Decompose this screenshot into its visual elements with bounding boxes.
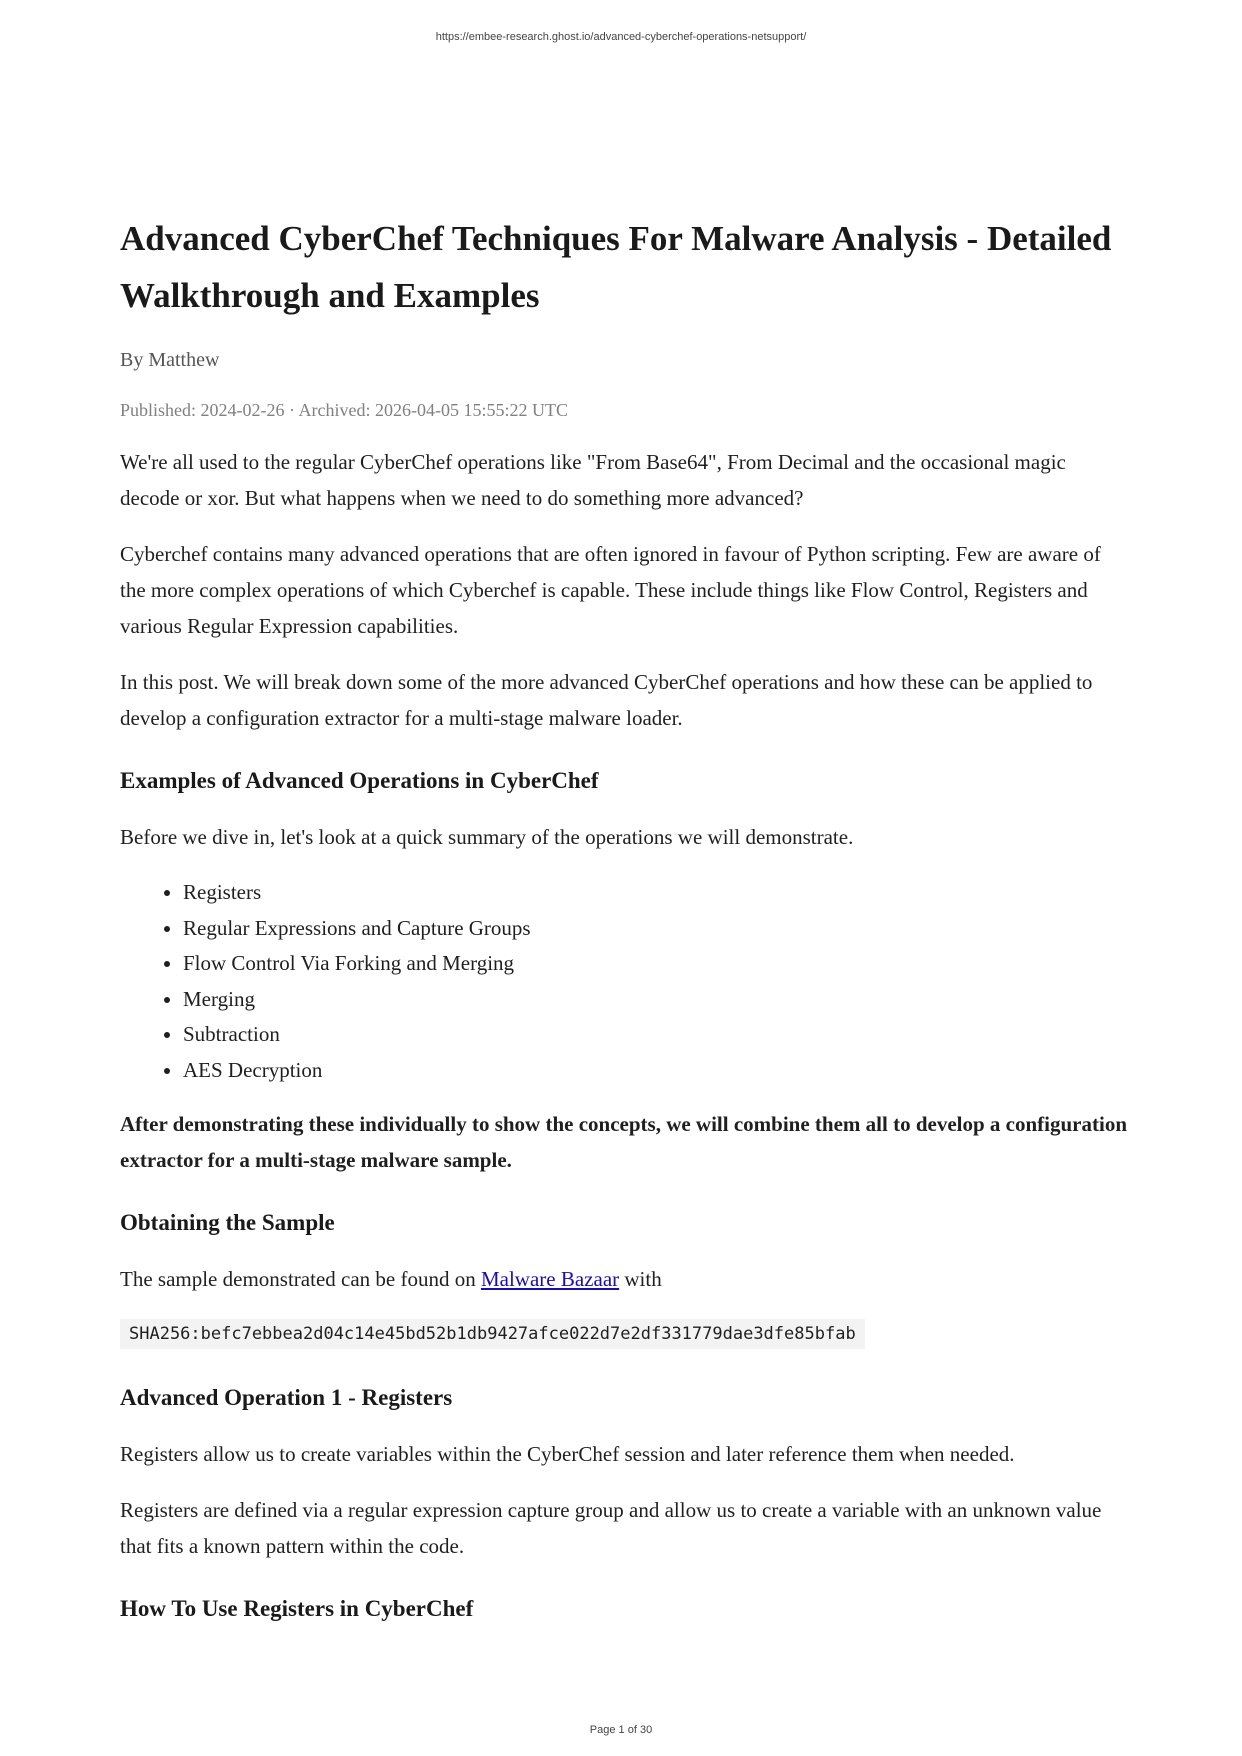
article-title: Advanced CyberChef Techniques For Malware Analysis - Detailed Walkthrough and Examples [120, 219, 1112, 315]
registers-paragraph: Registers are defined via a regular expression capture group and allow us to create a variable with an unknown value that fits a known pattern within the code. [120, 1498, 1102, 1558]
section-heading-sample: Obtaining the Sample [120, 1210, 335, 1235]
sample-text-after: with [619, 1267, 662, 1291]
article-meta: Published: 2024-02-26 · Archived: 2026-04-05 15:55:22 UTC [120, 400, 568, 420]
section-heading-howto: How To Use Registers in CyberChef [120, 1596, 474, 1621]
examples-lead: Before we dive in, let's look at a quick summary of the operations we will demonstrate. [120, 825, 854, 849]
intro-paragraph: Cyberchef contains many advanced operations that are often ignored in favour of Python scripting. Few are aware of the more complex operations of which Cyberchef is capable. These include things like Flow Control, Registers and various Regular Expression capabilities. [120, 542, 1101, 638]
list-item: • Regular Expressions and Capture Groups [183, 911, 1130, 947]
malware-bazaar-link[interactable]: Malware Bazaar [480, 1267, 620, 1291]
article-body [120, 210, 1130, 1647]
registers-paragraph: Registers allow us to create variables within the CyberChef session and later reference them when needed. [120, 1442, 1015, 1466]
intro-paragraph: In this post. We will break down some of the more advanced CyberChef operations and how these can be applied to develop a configuration extractor for a multi-stage malware loader. [120, 670, 1093, 730]
intro-paragraph: We're all used to the regular CyberChef operations like "From Base64", From Decimal and the occasional magic decode or xor. But what happens when we need to do something more advanced? [120, 450, 1066, 510]
section-heading-registers: Advanced Operation 1 - Registers [120, 1385, 453, 1410]
list-item: • Subtraction [183, 1017, 1130, 1053]
bold-note-text: After demonstrating these individually to show the concepts, we will combine them all to develop a configuration extractor for a multi-stage malware sample. [120, 1112, 1127, 1172]
operations-list [120, 875, 1130, 1088]
article-byline: By Matthew [120, 349, 220, 371]
bold-note [120, 1106, 1130, 1178]
sample-paragraph [120, 1261, 1130, 1297]
page-url-header: https://embee-research.ghost.io/advanced-cyberchef-operations-netsupport/ [435, 31, 807, 43]
list-item: • Registers [183, 875, 1130, 911]
list-item: • Flow Control Via Forking and Merging [183, 946, 1130, 982]
list-item: • Merging [183, 982, 1130, 1018]
list-item: • AES Decryption [183, 1053, 1130, 1089]
sha256-code: SHA256:befc7ebbea2d04c14e45bd52b1db9427afce022d7e2df331779dae3dfe85bfab [120, 1319, 865, 1349]
sample-text-before: The sample demonstrated can be found on [120, 1267, 481, 1291]
page-number: Page 1 of 30 [589, 1724, 653, 1736]
section-heading-examples: Examples of Advanced Operations in CyberChef [120, 768, 599, 793]
